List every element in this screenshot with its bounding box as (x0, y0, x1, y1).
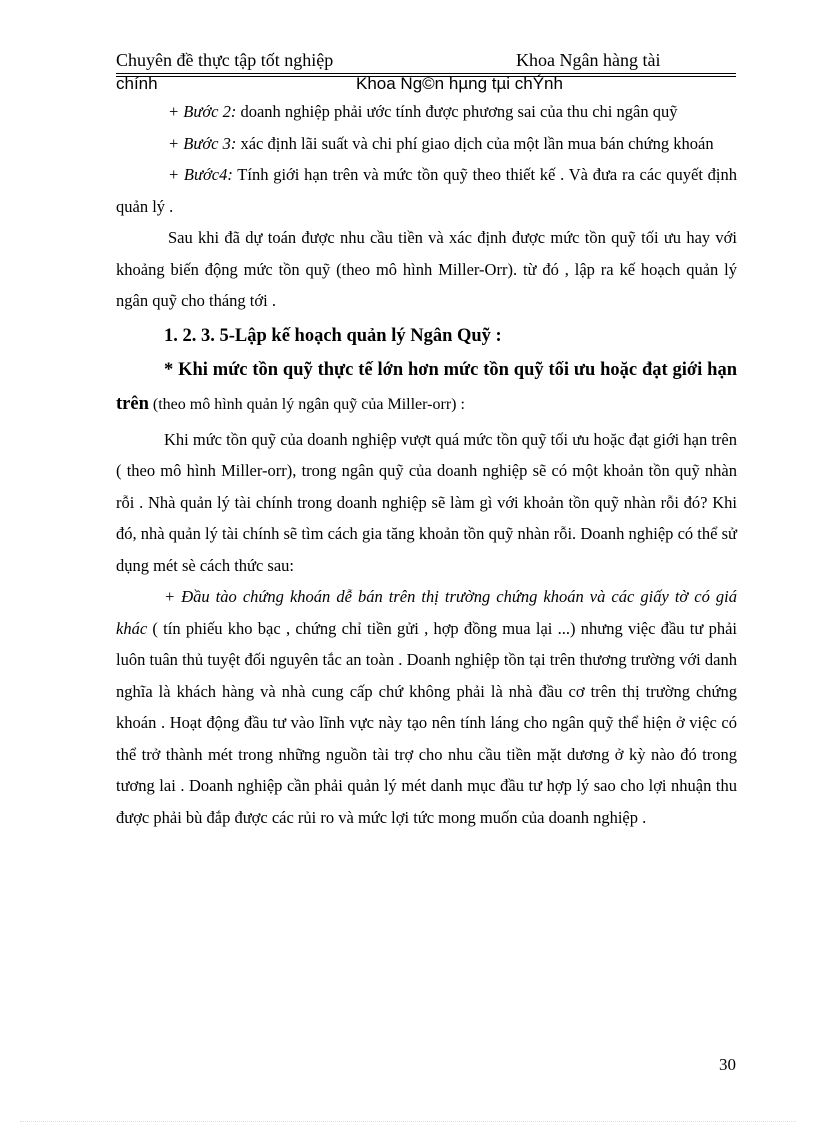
header-title-left: Chuyên đề thực tập tốt nghiệp (116, 50, 334, 70)
step-3-label: + Bước 3: (168, 133, 237, 153)
section-heading: 1. 2. 3. 5-Lập kế hoạch quản lý Ngân Quỹ : (164, 325, 502, 346)
document-body (116, 96, 737, 833)
step-2-text: doanh nghiệp phải ước tính được phương sai của thu chi ngân quỹ (236, 102, 678, 121)
subsection-heading-bold: * Khi mức tồn quỹ thực tế lớn hơn mức tồn quỹ tối ưu hoặc đạt giới hạn trên (116, 359, 737, 414)
step-3-text: xác định lãi suất và chi phí giao dịch của một lần mua bán chứng khoán (236, 133, 714, 153)
step-4-text: Tính giới hạn trên và mức tồn quỹ theo thiết kế . Và đưa ra các quyết định quản lý . (116, 165, 737, 216)
step-2 (116, 96, 737, 128)
header-title-left-wrap: chính (116, 74, 158, 93)
header-garbled-title: Khoa Ng©n hµng tµi chÝnh (356, 74, 563, 93)
step-3 (116, 128, 737, 160)
page-bottom-border (20, 1121, 796, 1122)
subsection-heading (116, 353, 737, 422)
paragraph-investment-text: ( tín phiếu kho bạc , chứng chỉ tiền gửi , hợp đồng mua lại ...) nhưng việc đầu tư phải luôn tuân thủ tuyệt đối nguyên tắc an toàn . Doanh nghiệp tồn tại trên thương trường với danh nghĩa là khách hàng và nhà cung cấp chứ không phải là nhà đầu cơ trên thị trường chứng khoán . Hoạt động đầu tư vào lĩnh vực này tạo nên tính láng cho ngân quỹ thể hiện ở việc có thể trở thành mét trong những nguồn tài trợ cho nhu cầu tiền mặt dương ở kỳ nào đó trong tương lai . Doanh nghiệp cần phải quản lý mét danh mục đầu tư hợp lý sao cho lợi nhuận thu được phải bù đắp được các rủi ro và mức lợi tức mong muốn của doanh nghiệp . (116, 618, 737, 827)
paragraph-investment (116, 581, 737, 833)
page-number: 30 (719, 1055, 736, 1074)
step-4 (116, 159, 737, 222)
header-title-right: Khoa Ngân hàng tài (516, 50, 661, 70)
paragraph-idle-funds: Khi mức tồn quỹ của doanh nghiệp vượt quá mức tồn quỹ tối ưu hoặc đạt giới hạn trên ( theo mô hình Miller-orr), trong ngân quỹ của doanh nghiệp sẽ có một khoản tồn quỹ nhàn rỗi . Nhà quản lý tài chính trong doanh nghiệp sẽ làm gì với khoản tồn quỹ nhàn rỗi đó? Khi đó, nhà quản lý tài chính sẽ tìm cách gia tăng khoản tồn quỹ nhàn rỗi. Doanh nghiệp có thể sử dụng mét sè cách thức sau: (116, 429, 737, 575)
paragraph-investment-italic: + Đầu tào chứng khoán dễ bán trên thị trường chứng khoán và các giấy tờ có giá khác (116, 587, 737, 638)
step-4-label: + Bước4: (168, 165, 233, 184)
paragraph-summary: Sau khi đã dự toán được nhu cầu tiền và xác định được mức tồn quỹ tối ưu hay với khoảng biến động mức tồn quỹ (theo mô hình Miller-Orr). từ đó , lập ra kế hoạch quản lý ngân quỹ cho tháng tới . (116, 228, 737, 310)
subsection-heading-note: (theo mô hình quản lý ngân quỹ của Miller-orr) : (148, 395, 465, 413)
step-2-label: + Bước 2: (168, 102, 237, 121)
